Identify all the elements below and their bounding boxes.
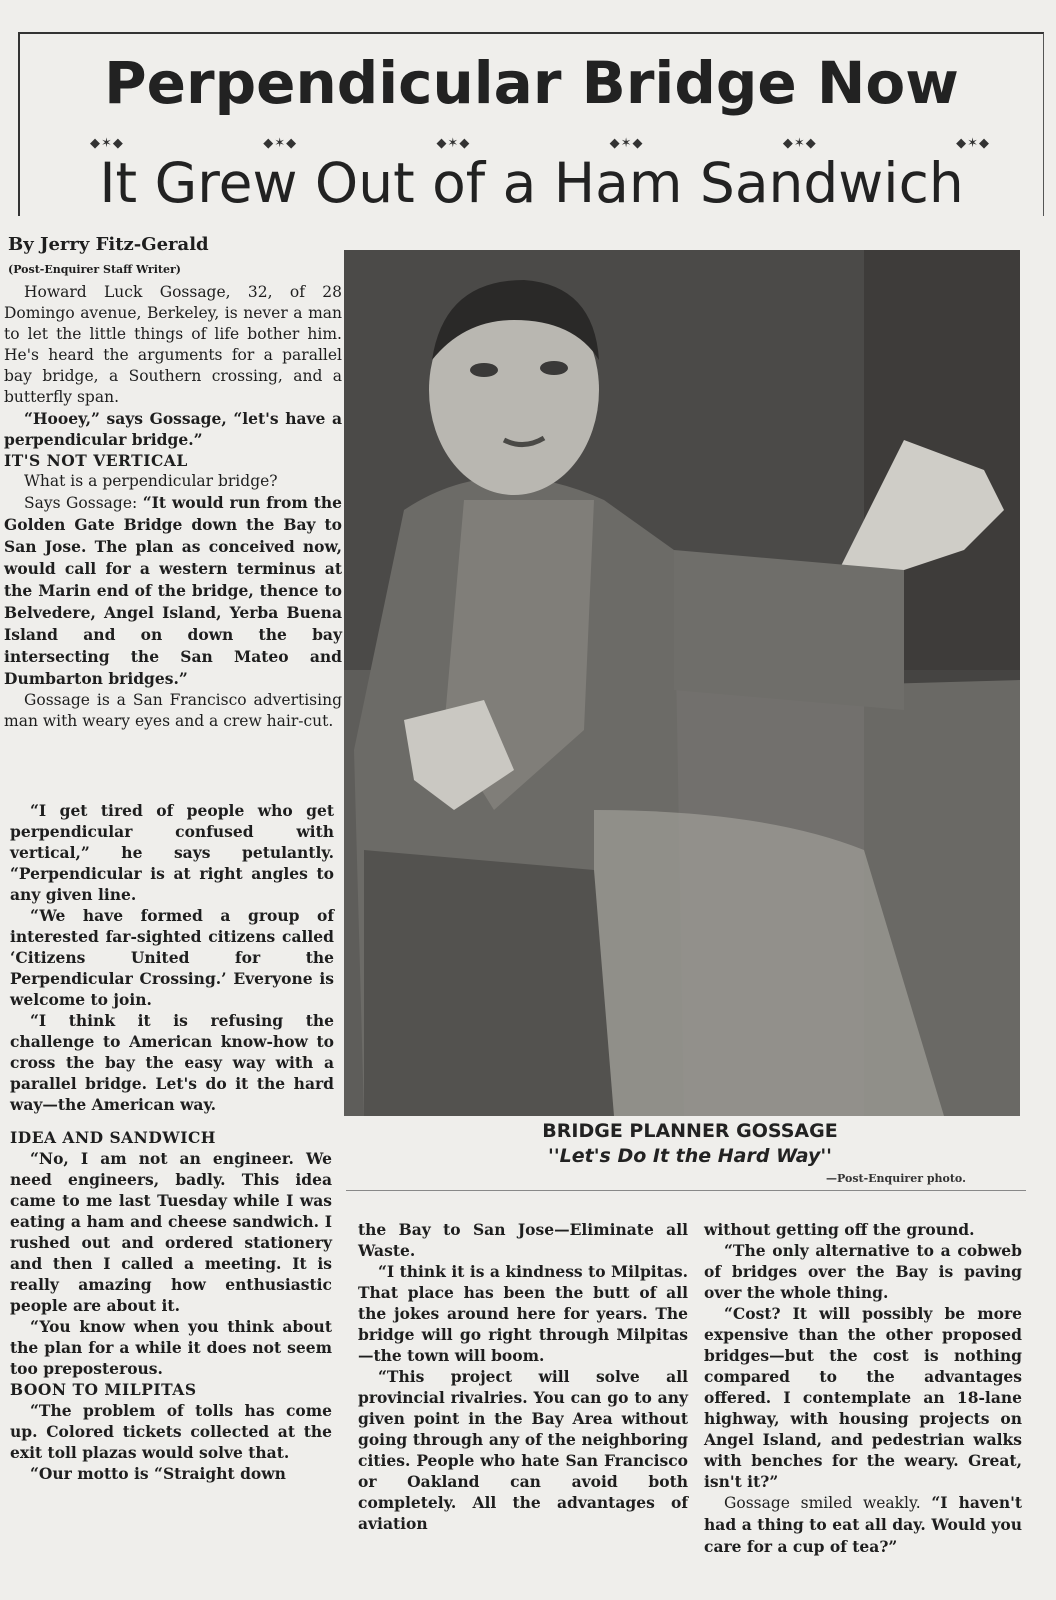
section-heading: BOON TO MILPITAS xyxy=(10,1380,197,1399)
paragraph: the Bay to San Jose—Eliminate all Waste. xyxy=(358,1220,688,1260)
photo-caption-title: BRIDGE PLANNER GOSSAGE xyxy=(542,1120,838,1142)
paragraph: without getting off the ground. xyxy=(704,1220,975,1239)
paragraph: “Cost? It will possibly be more expensive than the other proposed bridges—but the cost is nothing compared to the advantages offered. I contemplate an 18-lane highway, with housing projects on Angel Island, and pedestrian walks with benches for the weary. Great, isn't it?” xyxy=(704,1304,1022,1491)
paragraph xyxy=(4,492,342,690)
headline-top: Perpendicular Bridge Now xyxy=(104,49,959,117)
divider xyxy=(346,1190,1026,1191)
paragraph: “No, I am not an engineer. We need engineers, badly. This idea came to me last Tuesday while I was eating a ham and cheese sandwich. I rushed out and ordered stationery and then I called a meeting. It is really amazing how enthusiastic people are about it. xyxy=(10,1149,332,1315)
ornament-icon: ◆✶◆ xyxy=(90,136,124,151)
paragraph: “You know when you think about the plan for a while it does not seem too preposterous. xyxy=(10,1317,332,1378)
paragraph: “I think it is a kindness to Milpitas. That place has been the butt of all the jokes around here for years. The bridge will go right through Milpitas—the town will boom. xyxy=(358,1262,688,1365)
photo-credit: —Post-Enquirer photo. xyxy=(826,1172,966,1185)
paragraph: “Our motto is “Straight down xyxy=(30,1464,286,1483)
paragraph: “I get tired of people who get perpendicular confused with vertical,” he says petulantly. “Perpendicular is at right angles to any given line. xyxy=(10,801,334,904)
paragraph-quote: “I haven't had a thing to eat all day. Would you care for a cup of tea?” xyxy=(704,1493,1022,1556)
headline-box xyxy=(18,32,1044,216)
article-column-1a xyxy=(4,282,342,732)
paragraph: “We have formed a group of interested far-sighted citizens called ‘Citizens United for the Perpendicular Crossing.’ Everyone is welcome to join. xyxy=(10,906,334,1009)
paragraph: “Hooey,” says Gossage, “let's have a perpendicular bridge.” xyxy=(4,409,342,449)
ornament-icon: ◆✶◆ xyxy=(782,136,817,151)
paragraph: “I think it is refusing the challenge to American know-how to cross the bay the easy way with a parallel bridge. Let's do it the hard way—the American way. xyxy=(10,1011,334,1114)
paragraph xyxy=(704,1492,1022,1558)
paragraph: Howard Luck Gossage, 32, of 28 Domingo avenue, Berkeley, is never a man to let the little things of life bother him. He's heard the arguments for a parallel bay bridge, a Southern crossing, and a butterfly span. xyxy=(4,283,342,406)
article-column-2 xyxy=(358,1219,688,1534)
paragraph-quote: “It would run from the Golden Gate Bridge down the Bay to San Jose. The plan as conceived now, would call for a western terminus at the Marin end of the bridge, thence to Belvedere, Angel Island, Yerba Buena Island and on down the bay intersecting the San Mateo and Dumbarton bridges.” xyxy=(4,493,342,688)
ornament-icon: ◆✶◆ xyxy=(956,136,990,151)
ornament-icon: ◆✶◆ xyxy=(609,136,644,151)
paragraph-lead: Gossage smiled weakly. xyxy=(724,1494,932,1512)
section-heading: IDEA AND SANDWICH xyxy=(10,1128,216,1147)
paragraph: “The only alternative to a cobweb of bridges over the Bay is paving over the whole thing. xyxy=(704,1241,1022,1302)
photo-illustration xyxy=(344,250,1020,1116)
section-heading: IT'S NOT VERTICAL xyxy=(4,451,188,470)
byline: By Jerry Fitz-Gerald xyxy=(8,234,209,255)
paragraph: “The problem of tolls has come up. Colored tickets collected at the exit toll plazas would solve that. xyxy=(10,1401,332,1462)
paragraph: Gossage is a San Francisco advertising man with weary eyes and a crew hair-cut. xyxy=(4,691,342,730)
article-column-3 xyxy=(704,1219,1022,1558)
article-column-1b xyxy=(10,800,334,1115)
article-column-1c xyxy=(10,1127,332,1484)
staff-line: (Post-Enquirer Staff Writer) xyxy=(8,263,181,276)
news-photo xyxy=(344,250,1020,1116)
ornament-icon: ◆✶◆ xyxy=(263,136,298,151)
paragraph: What is a perpendicular bridge? xyxy=(24,472,278,490)
paragraph: “This project will solve all provincial rivalries. You can go to any given point in the Bay Area without going through any of the neighboring cities. People who hate San Francisco or Oakland can avoid both completely. All the advantages of aviation xyxy=(358,1367,688,1533)
headline-bottom: It Grew Out of a Ham Sandwich xyxy=(99,151,964,215)
ornament-icon: ◆✶◆ xyxy=(436,136,471,151)
paragraph-lead: Says Gossage: xyxy=(24,494,143,512)
photo-caption-sub: ''Let's Do It the Hard Way'' xyxy=(548,1145,832,1167)
